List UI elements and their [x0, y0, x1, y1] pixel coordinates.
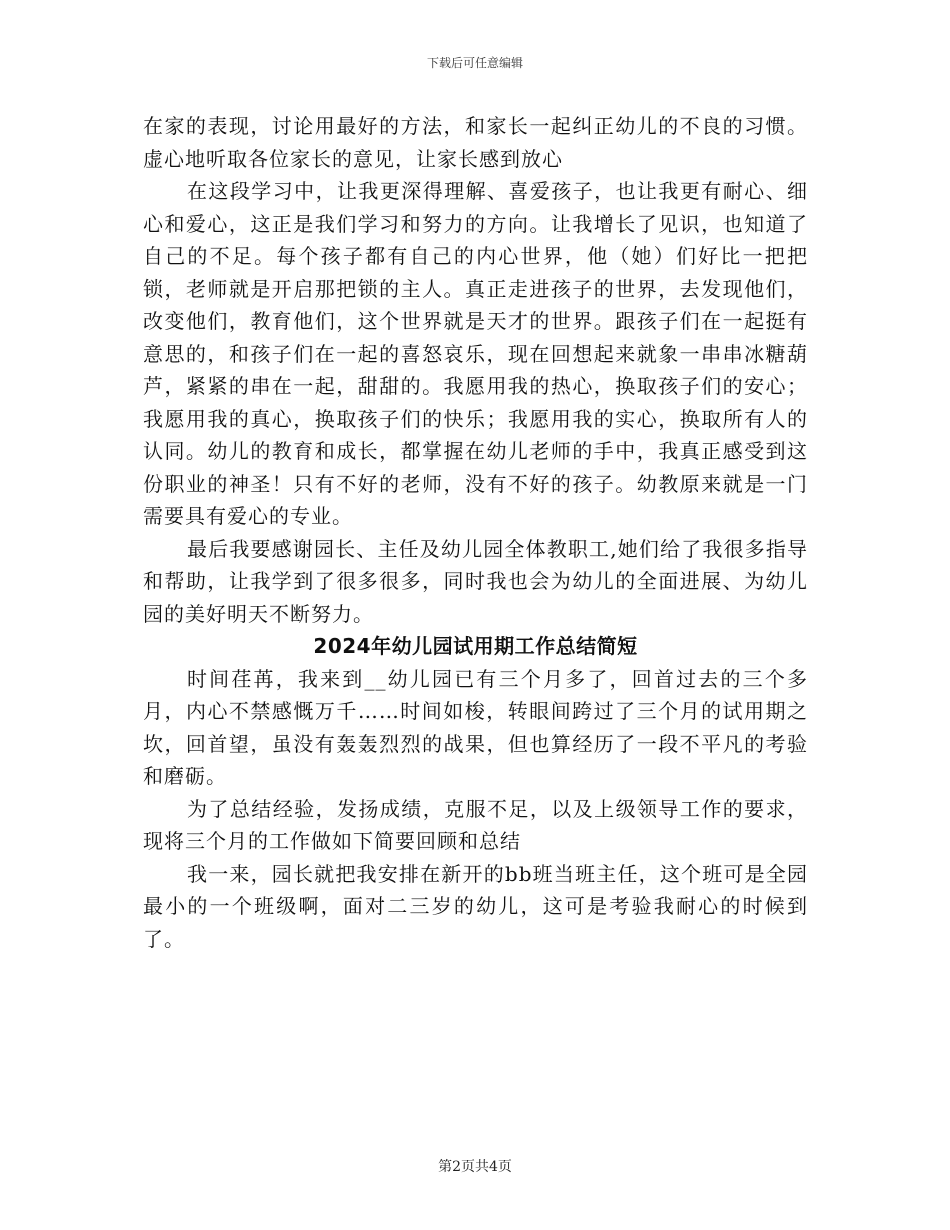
page-number: 第2页共4页: [438, 1159, 512, 1175]
paragraph-6: 我一来，园长就把我安排在新开的bb班当班主任，这个班可是全园最小的一个班级啊，面对二三岁的幼儿，这可是考验我耐心的时候到了。: [143, 861, 808, 951]
paragraph-2: 在这段学习中，让我更深得理解、喜爱孩子，也让我更有耐心、细心和爱心，这正是我们学习和努力的方向。让我增长了见识，也知道了自己的不足。每个孩子都有自己的内心世界，他（她）们好比一把把锁，老师就是开启那把锁的主人。真正走进孩子的世界，去发现他们，改变他们，教育他们，这个世界就是天才的世界。跟孩子们在一起挺有意思的，和孩子们在一起的喜怒哀乐，现在回想起来就象一串串冰糖葫芦，紧紧的串在一起，甜甜的。我愿用我的热心，换取孩子们的安心；我愿用我的真心，换取孩子们的快乐；我愿用我的实心，换取所有人的认同。幼儿的教育和成长，都掌握在幼儿老师的手中，我真正感受到这份职业的神圣！只有不好的老师，没有不好的孩子。幼教原来就是一门需要具有爱心的专业。: [143, 179, 808, 528]
paragraph-3: 最后我要感谢园长、主任及幼儿园全体教职工,她们给了我很多指导和帮助，让我学到了很多很多，同时我也会为幼儿的全面进展、为幼儿园的美好明天不断努力。: [143, 536, 808, 626]
header-note: 下载后可任意编辑: [426, 56, 523, 70]
document-body: [143, 110, 808, 955]
paragraph-5: 为了总结经验，发扬成绩，克服不足，以及上级领导工作的要求，现将三个月的工作做如下简要回顾和总结: [143, 796, 808, 853]
paragraph-1: 在家的表现，讨论用最好的方法，和家长一起纠正幼儿的不良的习惯。虚心地听取各位家长的意见，让家长感到放心: [143, 114, 808, 171]
section-heading: 2024年幼儿园试用期工作总结简短: [313, 634, 638, 658]
paragraph-4: 时间荏苒，我来到__幼儿园已有三个月多了，回首过去的三个多月，内心不禁感慨万千……时间如梭，转眼间跨过了三个月的试用期之坎，回首望，虽没有轰轰烈烈的战果，但也算经历了一段不平凡的考验和磨砺。: [143, 666, 808, 788]
